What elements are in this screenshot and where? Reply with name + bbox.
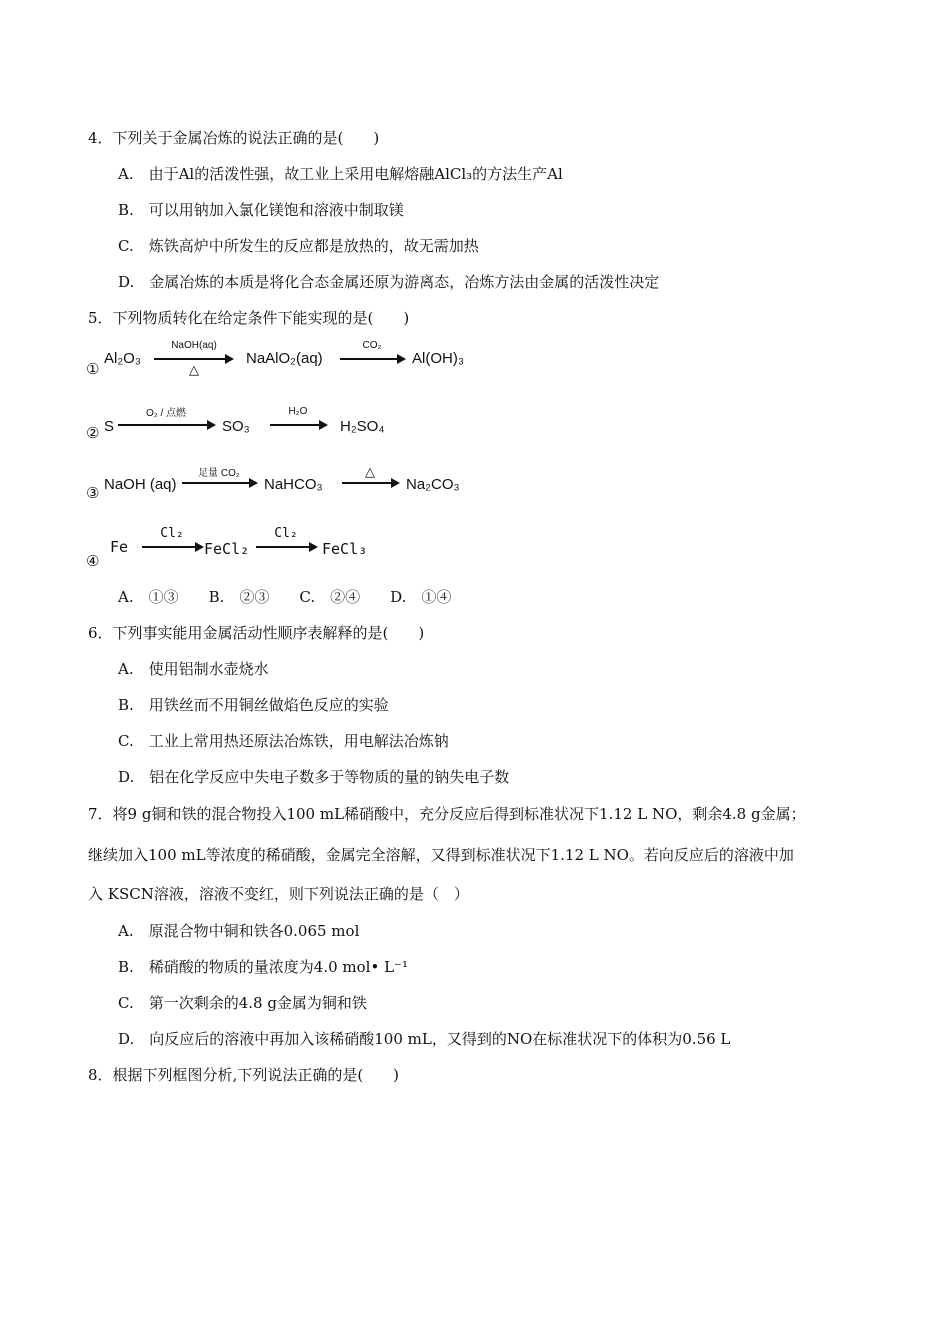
q7-option-c: C. 第一次剩余的4.8 g金属为铜和铁 [118, 994, 367, 1012]
reaction-arrow [154, 358, 228, 360]
q6-stem: 6．下列事实能用金属活动性顺序表解释的是( ) [88, 624, 425, 642]
intermediate: NaHCO₃ [264, 476, 323, 493]
condition-top: Cl₂ [160, 526, 184, 541]
q6-option-c: C. 工业上常用热还原法冶炼铁，用电解法冶炼钠 [118, 732, 449, 750]
q4-option-d: D. 金属冶炼的本质是将化合态金属还原为游离态，冶炼方法由金属的活泼性决定 [118, 273, 660, 291]
condition-bottom: △ [189, 362, 199, 377]
intermediate: NaAlO₂(aq) [246, 350, 323, 367]
reaction-arrow [340, 358, 400, 360]
q7-option-b: B. 稀硝酸的物质的量浓度为4.0 mol• L⁻¹ [118, 958, 408, 976]
q7-line-2: 继续加入100 mL等浓度的稀硝酸，金属完全溶解，又得到标准状况下1.12 L NO。若向反应后的溶液中加 [88, 846, 794, 864]
reaction-arrow [118, 424, 210, 426]
reaction-number: ③ [86, 484, 100, 502]
q7-option-d: D. 向反应后的溶液中再加入该稀硝酸100 mL，又得到的NO在标准状况下的体积为0.56 L [118, 1030, 731, 1048]
condition-top: H₂O [288, 406, 308, 417]
condition-top: O₂ / 点燃 [146, 408, 186, 419]
reaction-1 [86, 340, 506, 380]
reaction-arrow [270, 424, 322, 426]
intermediate: SO₃ [222, 418, 250, 435]
reaction-arrow [342, 482, 394, 484]
q4-option-b: B. 可以用钠加入氯化镁饱和溶液中制取镁 [118, 201, 404, 219]
q7-option-a: A. 原混合物中铜和铁各0.065 mol [118, 922, 360, 940]
reaction-arrow [256, 546, 312, 548]
reactant: S [104, 418, 115, 435]
reactant: NaOH (aq) [104, 476, 177, 493]
reaction-arrow [142, 546, 198, 548]
reaction-3 [86, 462, 506, 502]
reaction-number: ④ [86, 552, 100, 570]
condition-top: CO₂ [362, 340, 382, 351]
q8-stem: 8．根据下列框图分析,下列说法正确的是( ) [88, 1066, 400, 1084]
q6-option-d: D. 铝在化学反应中失电子数多于等物质的量的钠失电子数 [118, 768, 510, 786]
reaction-number: ① [86, 360, 100, 378]
product: FeCl₃ [322, 540, 368, 558]
product: H₂SO₄ [340, 418, 385, 435]
reaction-2 [86, 404, 506, 444]
q7-line-3: 入 KSCN溶液，溶液不变红，则下列说法正确的是（ ） [88, 885, 469, 903]
condition-top: △ [365, 464, 375, 479]
reactant: Al₂O₃ [104, 350, 141, 367]
intermediate: FeCl₂ [204, 540, 250, 558]
q7-line-1: 7．将9 g铜和铁的混合物投入100 mL稀硝酸中，充分反应后得到标准状况下1.12 L NO，剩余4.8 g金属； [88, 805, 806, 823]
condition-top: Cl₂ [274, 526, 298, 541]
q4-option-c: C. 炼铁高炉中所发生的反应都是放热的，故无需加热 [118, 237, 479, 255]
q6-option-b: B. 用铁丝而不用铜丝做焰色反应的实验 [118, 696, 389, 714]
q4-stem: 4．下列关于金属冶炼的说法正确的是( ) [88, 129, 380, 147]
q4-option-a: A. 由于Al的活泼性强，故工业上采用电解熔融AlCl₃的方法生产Al [118, 165, 563, 183]
condition-top: 足量 CO₂ [198, 468, 240, 479]
q5-options: A. ①③ B. ②③ C. ②④ D. ①④ [118, 588, 452, 606]
condition-top: NaOH(aq) [171, 340, 217, 351]
q6-option-a: A. 使用铝制水壶烧水 [118, 660, 269, 678]
reaction-number: ② [86, 424, 100, 442]
product: Na₂CO₃ [406, 476, 460, 493]
q5-stem: 5．下列物质转化在给定条件下能实现的是( ) [88, 309, 410, 327]
reaction-arrow [182, 482, 252, 484]
reactant: Fe [110, 538, 129, 556]
reaction-4 [86, 526, 506, 570]
product: Al(OH)₃ [412, 350, 464, 367]
